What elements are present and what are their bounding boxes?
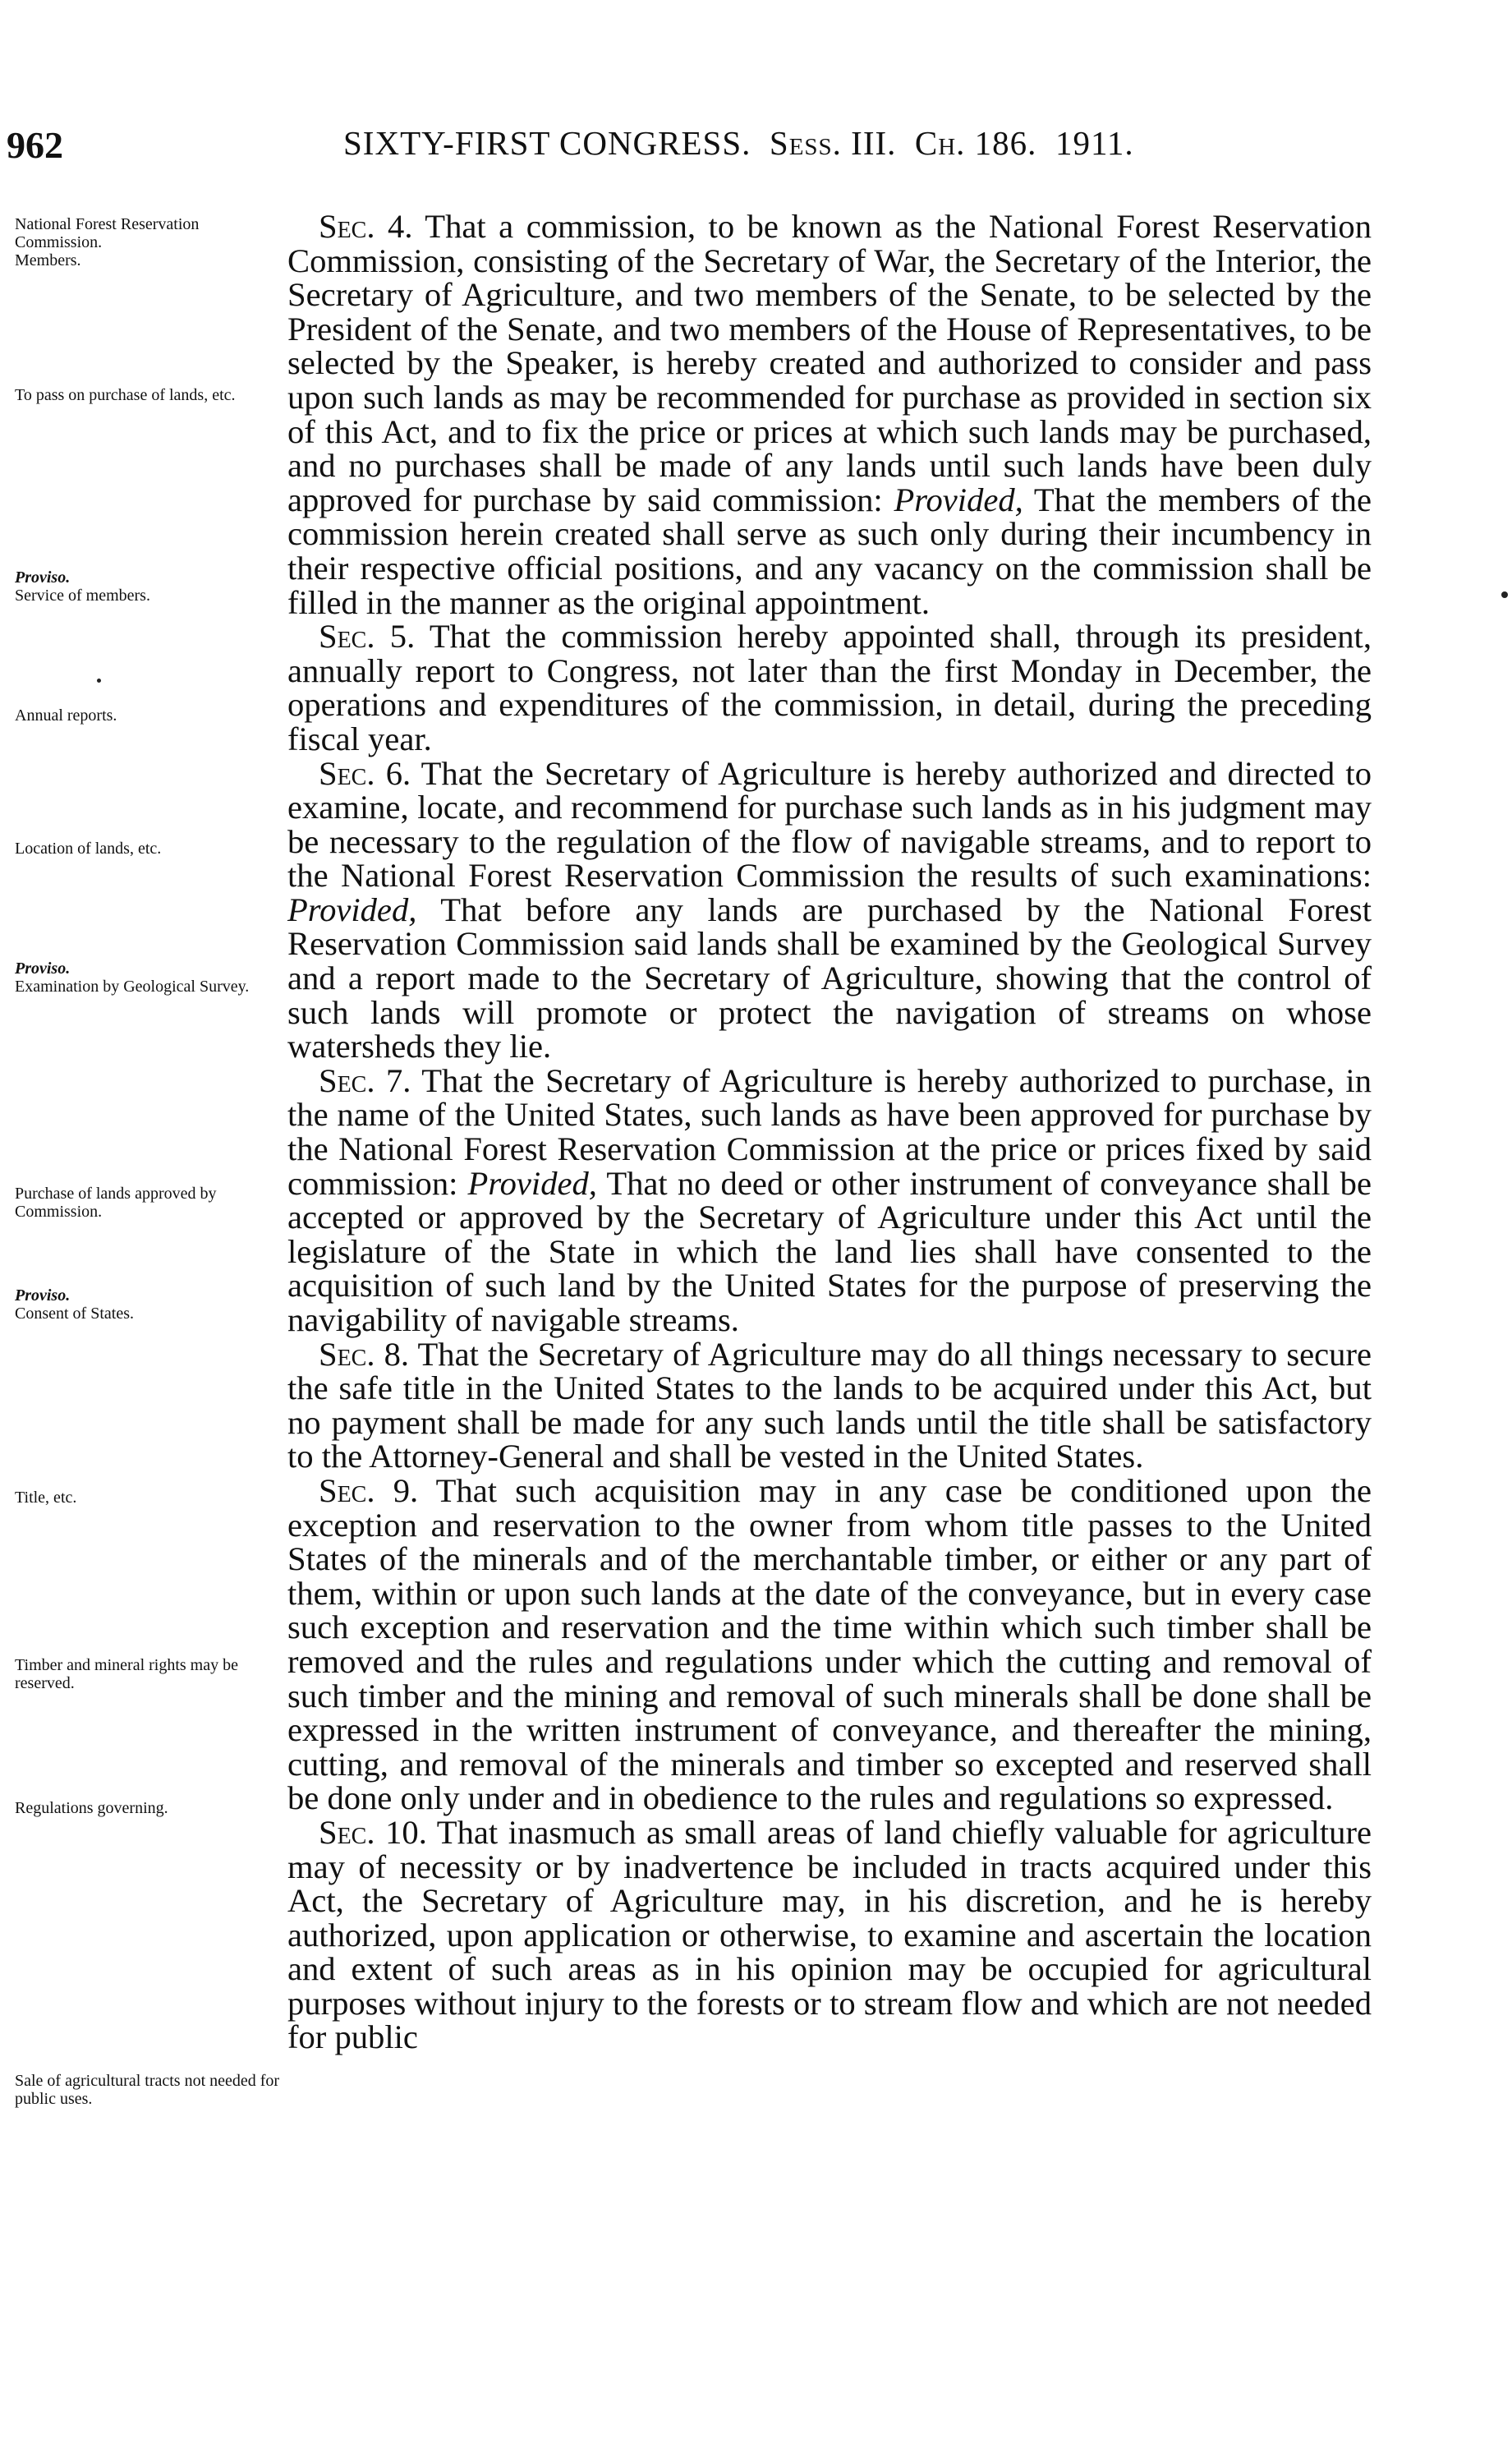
margin-note-sale-agricultural <box>15 2072 286 2108</box>
section-text: That the commission hereby appointed shall, through its president, annually report to Congress, not later than the first Monday in December, the operations and expenditures of the commission, in detail, during the preceding fiscal year. <box>287 618 1372 757</box>
congress-title: SIXTY-FIRST CONGRESS. <box>343 124 751 162</box>
section-6 <box>287 754 1372 1065</box>
section-text: That the Secretary of Agriculture is hereby authorized to purchase, in the name of the United States, such lands as have been approved for purchase by the National Forest Reservation Commission at the price or prices fixed by said commission: <box>287 1061 1372 1202</box>
margin-note-location <box>15 840 286 858</box>
section-label: Sec. 10. <box>319 1813 427 1851</box>
section-8 <box>287 1337 1372 1474</box>
margin-note-text: Title, etc. <box>15 1489 77 1507</box>
margin-note-text: Service of members. <box>15 587 150 605</box>
margin-note-proviso-service <box>15 568 286 605</box>
margin-note-commission <box>15 215 286 269</box>
margin-note-text: Location of lands, etc. <box>15 840 162 858</box>
margin-note-text: Examination by Geological Survey. <box>15 978 250 996</box>
proviso-label: Proviso. <box>15 959 71 978</box>
proviso-word: Provided, <box>467 1164 597 1202</box>
margin-note-regulations <box>15 1799 286 1817</box>
section-10 <box>287 1815 1372 2055</box>
section-label: Sec. 8. <box>319 1335 410 1373</box>
section-text: That before any lands are purchased by the National Forest Reservation Commission said lands shall be examined by the Geological Survey and a report made to the Secretary of Agriculture, showing that the control of such lands will promote or protect the navigation of streams on whose watersheds they lie. <box>287 890 1372 1065</box>
session-label: Sess. III. <box>769 124 897 162</box>
section-label: Sec. 5. <box>319 618 416 656</box>
margin-note-text: Annual reports. <box>15 706 117 725</box>
margin-note-text: Timber and mineral rights may be reserved. <box>15 1656 238 1692</box>
margin-note-text: National Forest Reservation Commission. <box>15 215 200 251</box>
section-text: That such acquisition may in any case be conditioned upon the exception and reservation to the owner from whom title passes to the United States of the minerals and of the merchantable timber, or either or any part of them, within or upon such lands at the date of the conveyance, but in every case such exception and reservation and the time within which such timber shall be removed and the rules and regulations under which the cutting and removal of such timber and the mining and removal of such minerals shall be done shall be expressed in the written instrument of conveyance, and thereafter the mining, cutting, and removal of the minerals and timber so excepted and reserved shall be done only under and in obedience to the rules and regulations so expressed. <box>287 1471 1372 1817</box>
section-text: That no deed or other instrument of conveyance shall be accepted or approved by the Secretary of Agriculture under this Act until the legislature of the State in which the land lies shall have consented to the acquisition of such land by the United States for the purpose of preserving the navigability of navigable streams. <box>287 1164 1372 1338</box>
section-7 <box>287 1061 1372 1338</box>
margin-note-title <box>15 1489 286 1507</box>
margin-note-text: Purchase of lands approved by Commission. <box>15 1185 217 1221</box>
section-label: Sec. 4. <box>319 208 413 245</box>
stray-dot <box>1501 591 1508 598</box>
section-text: That the members of the commission herein created shall serve as such only during their incumbency in their respective official positions, and any vacancy on the commission shall be filled in the manner as the original appointment. <box>287 481 1372 621</box>
margin-note-timber-mineral <box>15 1656 286 1692</box>
margin-note-proviso-geological <box>15 959 286 996</box>
proviso-label: Proviso. <box>15 568 71 587</box>
section-text: That inasmuch as small areas of land chiefly valuable for agriculture may of necessity or by inadvertence be included in tracts acquired under this Act, the Secretary of Agriculture may, in his discretion, and he is hereby authorized, upon application or otherwise, to examine and ascertain the location and extent of such areas as in his opinion may be occupied for agricultural purposes without injury to the forests or to stream flow and which are not needed for public <box>287 1813 1372 2056</box>
section-text: That the Secretary of Agriculture is hereby authorized and directed to examine, locate, and recommend for purchase such lands as in his judgment may be necessary to the regulation of the flow of navigable streams, and to report to the National Forest Reservation Commission the results of such examinations: <box>287 754 1372 895</box>
margin-note-text: Regulations governing. <box>15 1799 168 1817</box>
margin-note-annual-reports <box>15 706 286 725</box>
section-4 <box>287 209 1372 619</box>
section-label: Sec. 6. <box>319 754 411 792</box>
section-9 <box>287 1471 1372 1817</box>
proviso-word: Provided, <box>287 890 417 928</box>
page-number: 962 <box>7 124 63 166</box>
section-text: That the Secretary of Agriculture may do all things necessary to secure the safe title in the United States to the lands to be acquired under this Act, but no payment shall be made for any such lands until the title shall be satisfactory to the Attorney-General and shall be vested in the United States. <box>287 1335 1372 1475</box>
main-text <box>287 209 1372 2055</box>
margin-note-text: Sale of agricultural tracts not needed for public uses. <box>15 2072 280 2108</box>
margin-note-purchase-approved <box>15 1185 286 1221</box>
running-head <box>343 123 1134 163</box>
margin-note-text: Consent of States. <box>15 1305 134 1323</box>
page-header <box>0 123 1512 181</box>
margin-note-proviso-states <box>15 1286 286 1323</box>
section-text: That a commission, to be known as the National Forest Reservation Commission, consisting of the Secretary of War, the Secretary of the Interior, the Secretary of Agriculture, and two members of the Senate, to be selected by the President of the Senate, and two members of the House of Representatives, to be selected by the Speaker, is hereby created and authorized to consider and pass upon such lands as may be recommended for purchase as provided in section six of this Act, and to fix the price or prices at which such lands may be purchased, and no purchases shall be made of any lands until such lands have been duly approved for purchase by said commission: <box>287 208 1372 518</box>
stray-dot <box>97 679 101 683</box>
year-label: 1911. <box>1055 124 1134 162</box>
section-label: Sec. 9. <box>319 1471 419 1509</box>
section-5 <box>287 619 1372 756</box>
margin-note-pass-on-purchase <box>15 386 286 404</box>
chapter-label: Ch. 186. <box>914 124 1037 162</box>
proviso-label: Proviso. <box>15 1286 71 1305</box>
margin-note-text: To pass on purchase of lands, etc. <box>15 386 236 404</box>
section-label: Sec. 7. <box>319 1061 411 1099</box>
proviso-word: Provided, <box>894 481 1023 518</box>
margin-note-text: Members. <box>15 251 81 269</box>
